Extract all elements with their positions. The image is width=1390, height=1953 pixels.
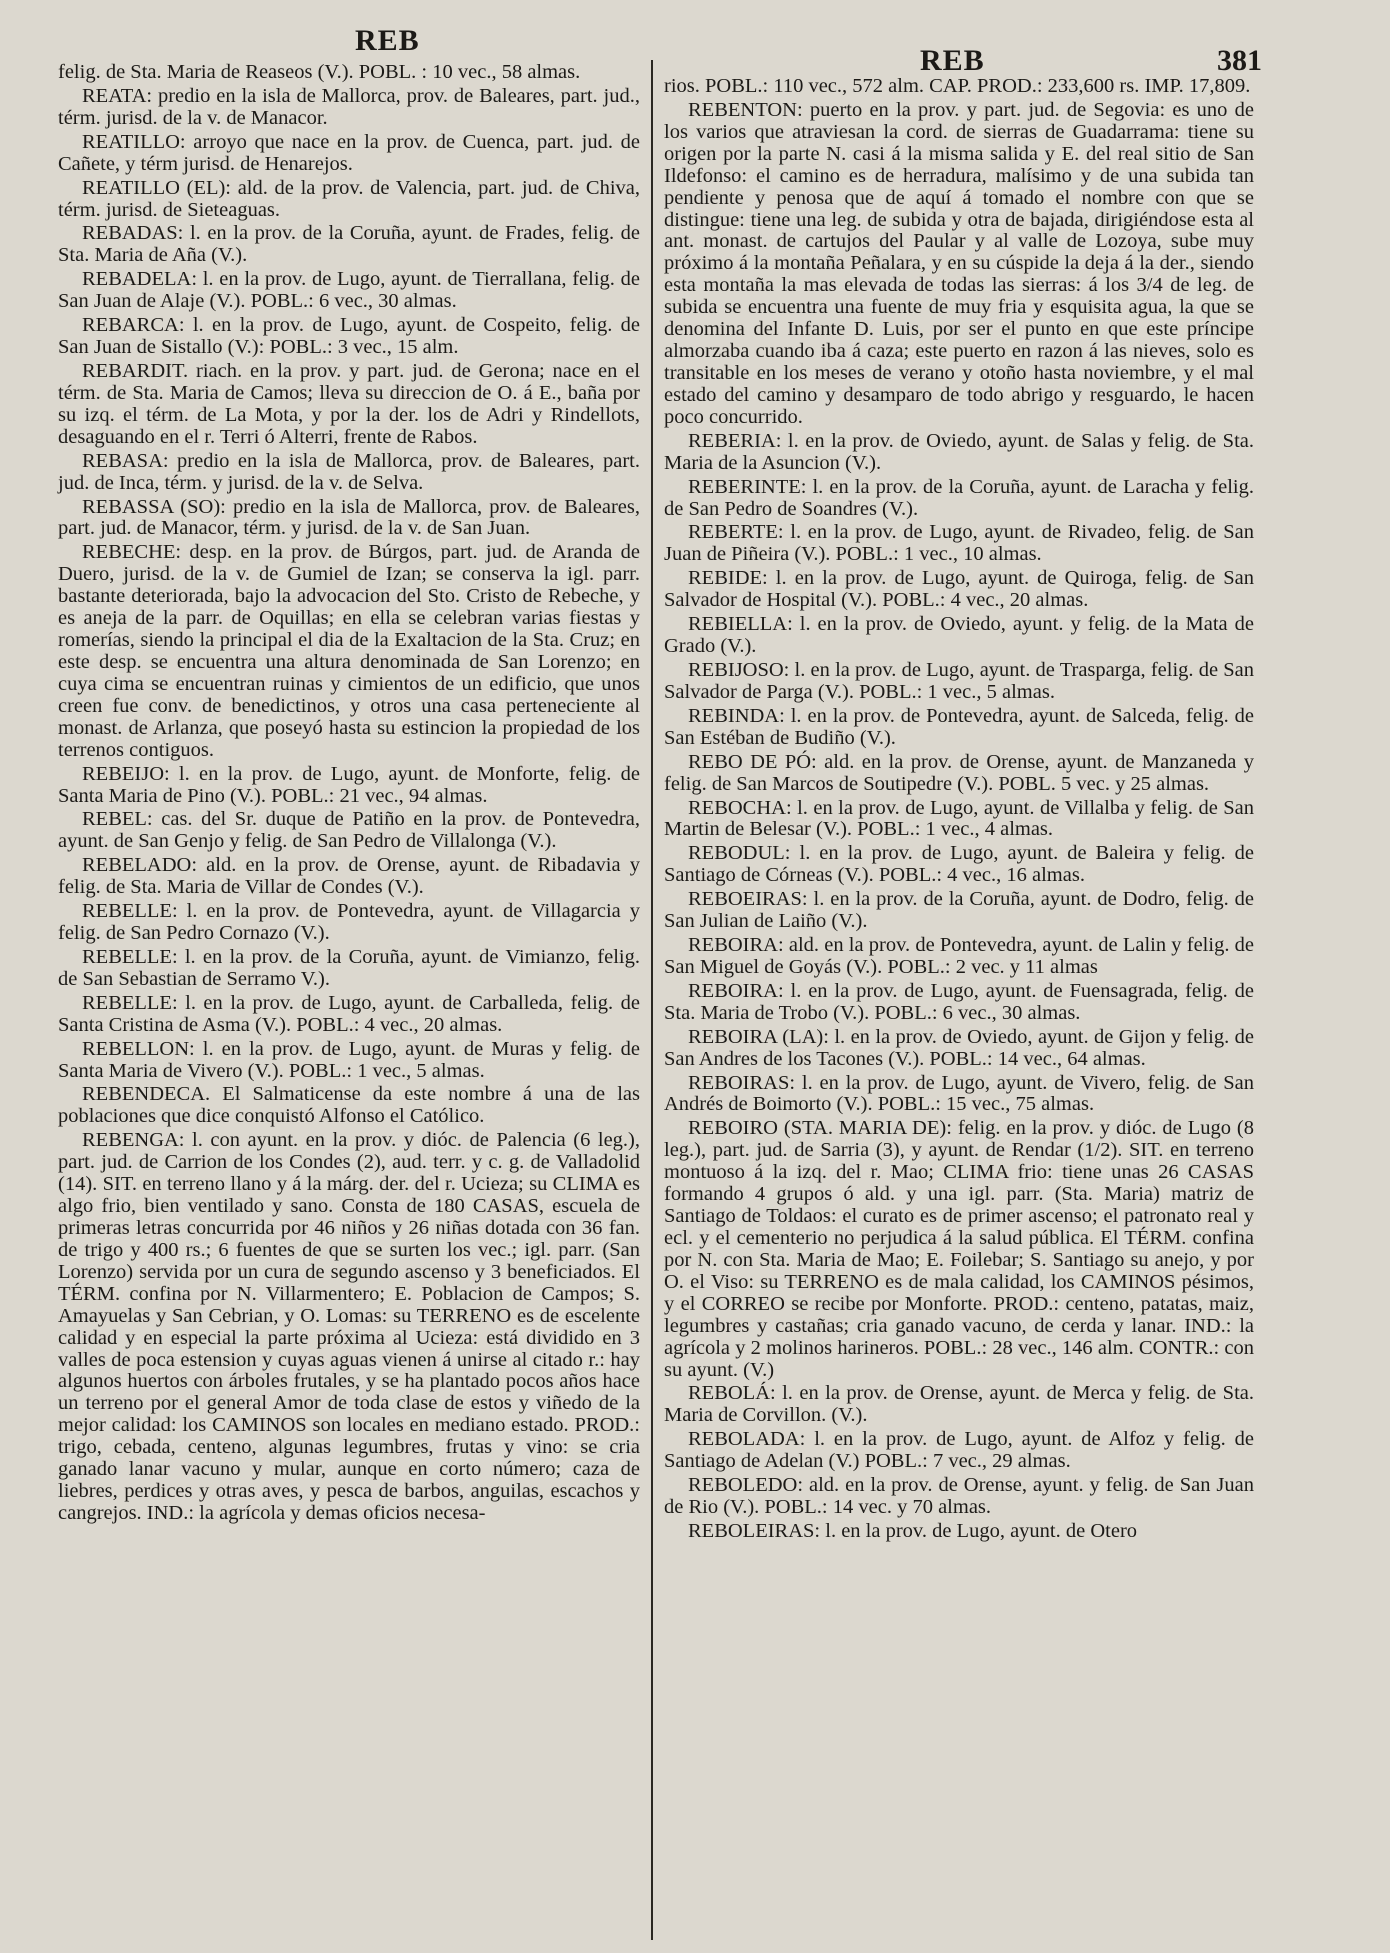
entry: REBOLEIRAS: l. en la prov. de Lugo, ayunt. de Otero [688, 1520, 1138, 1542]
entry: REATA: predio en la isla de Mallorca, prov. de Baleares, part. jud., térm. jurisd. de la v. de Manacor. [58, 84, 640, 129]
entry: felig. de Sta. Maria de Reaseos (V.). POBL. : 10 vec., 58 almas. [58, 61, 581, 83]
entry: REBOIRA: l. en la prov. de Lugo, ayunt. de Fuensagrada, felig. de Sta. Maria de Trobo (V.). POBL.: 6 vec., 30 almas. [664, 979, 1254, 1024]
entry: REBELLE: l. en la prov. de la Coruña, ayunt. de Vimianzo, felig. de San Sebastian de Serramo V.). [58, 945, 640, 990]
entry: REBEIJO: l. en la prov. de Lugo, ayunt. de Monforte, felig. de Santa Maria de Pino (V.). POBL.: 21 vec., 94 almas. [58, 762, 640, 807]
entry: REBOIRA: ald. en la prov. de Pontevedra, ayunt. de Lalin y felig. de San Miguel de Goyás (V.). POBL.: 2 vec. y 11 almas [664, 934, 1254, 978]
entry: REATILLO (EL): ald. de la prov. de Valencia, part. jud. de Chiva, térm. jurisd. de Sieteaguas. [58, 176, 640, 221]
running-head-right: REB [920, 44, 985, 77]
entry: REATILLO: arroyo que nace en la prov. de Cuenca, part. jud. de Cañete, y térm jurisd. de Henarejos. [58, 130, 640, 175]
entry: REBOLÁ: l. en la prov. de Orense, ayunt. de Merca y felig. de Sta. Maria de Corvillon. (V.). [664, 1382, 1254, 1427]
entry: REBADELA: l. en la prov. de Lugo, ayunt. de Tierrallana, felig. de San Juan de Alaje (V.). POBL.: 6 vec., 30 almas. [58, 268, 640, 313]
entry: REBELLON: l. en la prov. de Lugo, ayunt. de Muras y felig. de Santa Maria de Vivero (V.). POBL.: 1 vec., 5 almas. [58, 1037, 640, 1082]
entry: REBOCHA: l. en la prov. de Lugo, ayunt. de Villalba y felig. de San Martin de Belesar (V.). POBL.: 1 vec., 4 almas. [664, 796, 1254, 841]
entry: REBINDA: l. en la prov. de Pontevedra, ayunt. de Salceda, felig. de San Estéban de Budiño (V.). [664, 704, 1254, 749]
entry: REBASA: predio en la isla de Mallorca, prov. de Baleares, part. jud. de Inca, térm. y jurisd. de la v. de Selva. [58, 449, 640, 494]
entry: REBECHE: desp. en la prov. de Búrgos, part. jud. de Aranda de Duero, jurisd. de la v. de Gumiel de Izan; se conserva la igl. parr. bastante deteriorada, bajo la advocacion del Sto. Cristo de Rebeche, y es aneja de la parr. de Oquillas; en ella se celebran varias fiestas y romerías, siendo la principal el dia de la Exaltacion de la Sta. Cruz; en este desp. se encuentra una altura denominada de San Lorenzo; en cuya cima se encuentran ruinas y cimientos de un edificio, que unos creen fue conv. de benedictinos, y otros una casa perteneciente al monast. de Arlanza, que poseyó hasta su estincion la propiedad de los terrenos contiguos. [58, 541, 640, 761]
entry: REBERINTE: l. en la prov. de la Coruña, ayunt. de Laracha y felig. de San Pedro de Soandres (V.). [664, 475, 1254, 520]
entry: REBARCA: l. en la prov. de Lugo, ayunt. de Cospeito, felig. de San Juan de Sistallo (V.): POBL.: 3 vec., 15 alm. [58, 314, 640, 359]
entry: REBIELLA: l. en la prov. de Oviedo, ayunt. y felig. de la Mata de Grado (V.). [664, 613, 1254, 658]
entry: REBELLE: l. en la prov. de Lugo, ayunt. de Carballeda, felig. de Santa Cristina de Asma (V.). POBL.: 4 vec., 20 almas. [58, 991, 640, 1036]
entry: REBOLEDO: ald. en la prov. de Orense, ayunt. y felig. de San Juan de Rio (V.). POBL.: 14 vec. y 70 almas. [664, 1474, 1254, 1519]
entry: rios. POBL.: 110 vec., 572 alm. CAP. PROD.: 233,600 rs. IMP. 17,809. [664, 75, 1251, 97]
entry: REBOEIRAS: l. en la prov. de la Coruña, ayunt. de Dodro, felig. de San Julian de Laiño (V.). [664, 888, 1254, 933]
entry: REBADAS: l. en la prov. de la Coruña, ayunt. de Frades, felig. de Sta. Maria de Aña (V.). [58, 222, 640, 267]
right-column [664, 76, 1254, 1545]
entry: REBELADO: ald. en la prov. de Orense, ayunt. de Ribadavia y felig. de Sta. Maria de Villar de Condes (V.). [58, 854, 640, 899]
entry: REBENGA: l. con ayunt. en la prov. y dióc. de Palencia (6 leg.), part. jud. de Carrion de los Condes (2), aud. terr. y c. g. de Valladolid (14). SIT. en terreno llano y á la márg. der. del r. Ucieza; su CLIMA es algo frio, bien ventilado y sano. Consta de 180 CASAS, escuela de primeras letras concurrida por 46 niños y 26 niñas dotada con 36 fan. de trigo y 400 rs.; 6 fuentes de que se surten los vec.; igl. parr. (San Lorenzo) servida por un cura de segundo ascenso y 3 beneficiados. El TÉRM. confina por N. Villarmentero; E. Poblacion de Campos; S. Amayuelas y San Cebrian, y O. Lomas: su TERRENO es de escelente calidad y en especial la parte próxima al Ucieza: está dividido en 3 valles de poca estension y cuyas aguas vienen á unirse al citado r.: hay algunos huertos con árboles frutales, y se ha plantado pocos años hace un terreno por el general Amor de toda clase de estos y viñedo de la mejor calidad: los CAMINOS son locales en mediano estado. PROD.: trigo, cebada, centeno, algunas legumbres, frutas y vino: se cria ganado lanar vacuno y mular, aunque en corto número; caza de liebres, perdices y otras aves, y pesca de barbos, anguilas, escachos y cangrejos. IND.: la agrícola y demas oficios necesa- [58, 1129, 640, 1524]
running-head-left: REB [355, 24, 420, 57]
entry: REBERIA: l. en la prov. de Oviedo, ayunt. de Salas y felig. de Sta. Maria de la Asuncion (V.). [664, 429, 1254, 474]
entry: REBODUL: l. en la prov. de Lugo, ayunt. de Baleira y felig. de Santiago de Córneas (V.). POBL.: 4 vec., 16 almas. [664, 842, 1254, 887]
entry: REBIDE: l. en la prov. de Lugo, ayunt. de Quiroga, felig. de San Salvador de Hospital (V.). POBL.: 4 vec., 20 almas. [664, 567, 1254, 612]
entry: REBOIRA (LA): l. en la prov. de Oviedo, ayunt. de Gijon y felig. de San Andres de los Tacones (V.). POBL.: 14 vec., 64 almas. [664, 1025, 1254, 1070]
entry: REBOIRO (STA. MARIA DE): felig. en la prov. y dióc. de Lugo (8 leg.), part. jud. de Sarria (3), y ayunt. de Rendar (1/2). SIT. en terreno montuoso á la izq. del r. Mao; CLIMA frio: tiene unas 26 CASAS formando 4 grupos ó ald. y una igl. parr. (Sta. Maria) matriz de Santiago de Toldaos: el curato es de primer ascenso; el patronato real y ecl. y el cementerio no perjudica á la salud pública. El TÉRM. confina por N. con Sta. Maria de Mao; E. Foilebar; S. Santiago su anejo, y por O. el Viso: su TERRENO es de mala calidad, los CAMINOS pésimos, y el CORREO se recibe por Monforte. PROD.: centeno, patatas, maiz, legumbres y castañas; cria ganado vacuno, de cerda y lanar. IND.: la agrícola y 2 molinos harineros. POBL.: 28 vec., 146 alm. CONTR.: con su ayunt. (V.) [664, 1117, 1254, 1381]
entry: REBARDIT. riach. en la prov. y part. jud. de Gerona; nace en el térm. de Sta. Maria de Camos; lleva su direccion de O. á E., baña por su izq. el térm. de La Mota, y por la der. los de Adri y Rindellots, desaguando en el r. Terri ó Alterri, frente de Rabos. [58, 359, 640, 448]
entry: REBO DE PÓ: ald. en la prov. de Orense, ayunt. de Manzaneda y felig. de San Marcos de Soutipedre (V.). POBL. 5 vec. y 25 almas. [664, 750, 1254, 795]
column-divider [651, 60, 653, 1940]
entry: REBIJOSO: l. en la prov. de Lugo, ayunt. de Trasparga, felig. de San Salvador de Parga (V.). POBL.: 1 vec., 5 almas. [664, 658, 1254, 703]
entry: REBELLE: l. en la prov. de Pontevedra, ayunt. de Villagarcia y felig. de San Pedro Cornazo (V.). [58, 900, 640, 945]
entry: REBENTON: puerto en la prov. y part. jud. de Segovia: es uno de los varios que atraviesan la cord. de sierras de Guadarrama: tiene su origen por la parte N. casi á la misma salida y E. del real sitio de San Ildefonso: el camino es de herradura, malísimo y de una subida tan pendiente y penosa que de aquí á tomado el nombre con que se distingue: tiene una leg. de subida y otra de bajada, dirigiéndose esta al ant. monast. de cartujos del Paular y al valle de Lozoya, sube muy próximo á la montaña Peñalara, y en su cúspide la deja á la der., siendo esta montaña la mas elevada de todas las sierras: á los 3/4 de leg. de subida se encuentra una fuente de muy fria y esquisita agua, la que se denomina del Infante D. Luis, por ser el punto en que este príncipe almorzaba cuando iba á caza; este puerto en razon á las nieves, solo es transitable en los meses de verano y otoño hasta noviembre, y el mal estado del camino y desamparo de todo abrigo y resguardo, le hacen poco concurrido. [664, 98, 1254, 428]
entry: REBOLADA: l. en la prov. de Lugo, ayunt. de Alfoz y felig. de Santiago de Adelan (V.) POBL.: 7 vec., 29 almas. [664, 1428, 1254, 1473]
left-column [58, 62, 640, 1527]
entry: REBOIRAS: l. en la prov. de Lugo, ayunt. de Vivero, felig. de San Andrés de Boimorto (V.). POBL.: 15 vec., 75 almas. [664, 1071, 1254, 1116]
entry: REBENDECA. El Salmaticense da este nombre á una de las poblaciones que dice conquistó Alfonso el Católico. [58, 1083, 640, 1128]
entry: REBERTE: l. en la prov. de Lugo, ayunt. de Rivadeo, felig. de San Juan de Piñeira (V.). POBL.: 1 vec., 10 almas. [664, 521, 1254, 566]
entry: REBASSA (SO): predio en la isla de Mallorca, prov. de Baleares, part. jud. de Manacor, térm. y jurisd. de la v. de San Juan. [58, 495, 640, 540]
entry: REBEL: cas. del Sr. duque de Patiño en la prov. de Pontevedra, ayunt. de San Genjo y felig. de San Pedro de Villalonga (V.). [58, 808, 640, 853]
page-number: 381 [1217, 44, 1262, 77]
